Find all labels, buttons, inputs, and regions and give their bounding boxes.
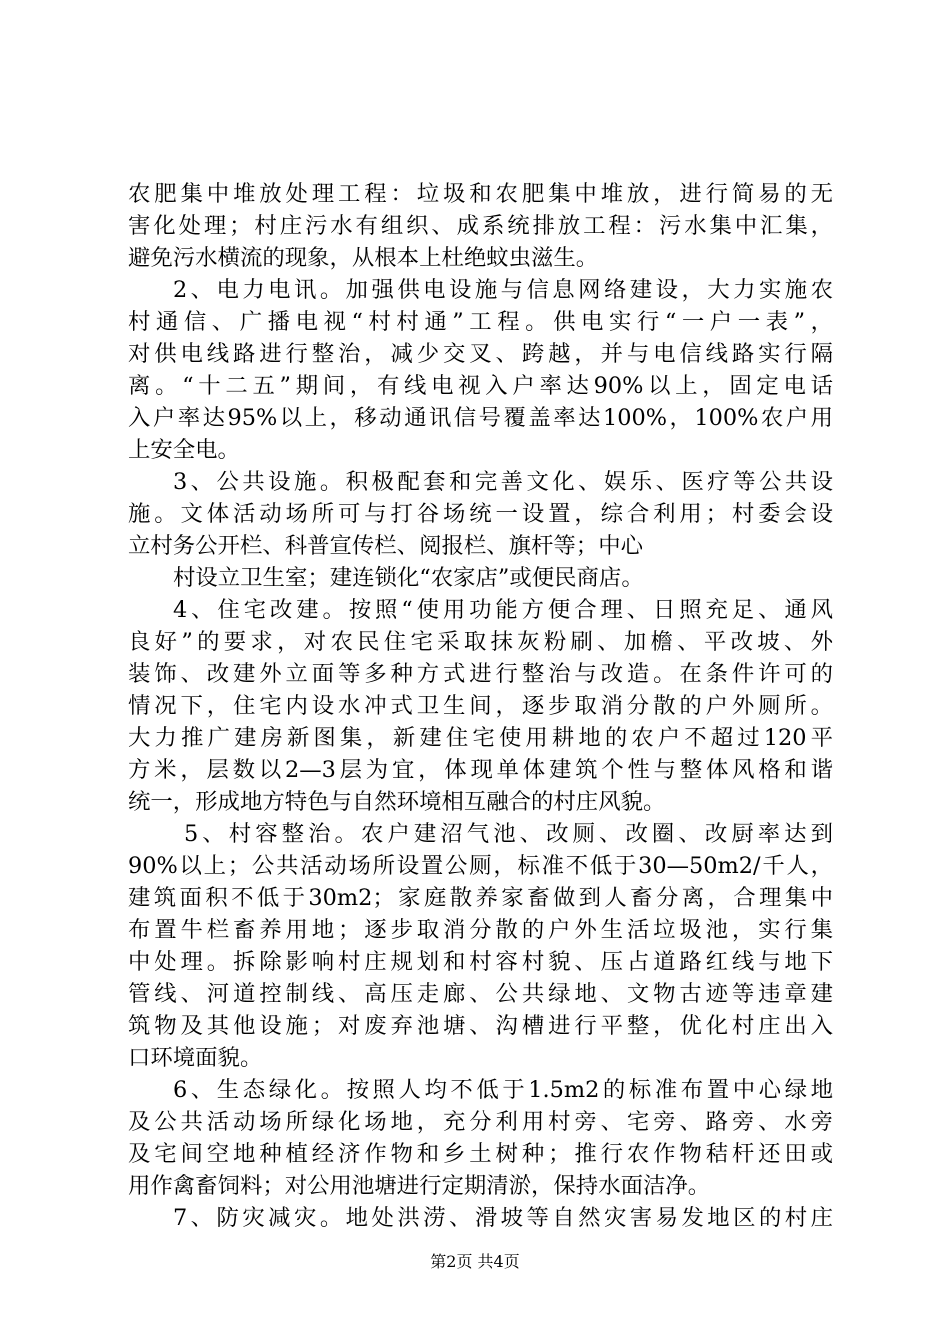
paragraph-start-line: 4、住宅改建。按照“使用功能方便合理、日照充足、通风: [173, 597, 833, 623]
text-line: 农肥集中堆放处理工程：垃圾和农肥集中堆放，进行简易的无: [128, 181, 833, 207]
text-line: 施。文体活动场所可与打谷场统一设置，综合利用；村委会设: [128, 501, 833, 527]
text-line: 建筑面积不低于30m2；家庭散养家畜做到人畜分离，合理集中: [128, 885, 833, 911]
text-line: 避免污水横流的现象，从根本上杜绝蚊虫滋生。: [128, 245, 599, 271]
page-number-footer: 第2页 共4页: [430, 1252, 520, 1271]
text-line: 村设立卫生室；建连锁化“农家店”或便民商店。: [173, 565, 644, 591]
text-line: 对供电线路进行整治，减少交叉、跨越，并与电信线路实行隔: [128, 341, 833, 367]
paragraph-start-line: 2、电力电讯。加强供电设施与信息网络建设，大力实施农: [173, 277, 833, 303]
text-line: 村通信、广播电视“村村通”工程。供电实行“一户一表”，: [128, 309, 833, 335]
text-line: 立村务公开栏、科普宣传栏、阅报栏、旗杆等；中心: [128, 533, 643, 559]
text-line: 统一，形成地方特色与自然环境相互融合的村庄风貌。: [128, 789, 666, 815]
text-line: 及宅间空地种植经济作物和乡土树种；推行农作物秸杆还田或: [128, 1141, 833, 1167]
text-line: 用作禽畜饲料；对公用池塘进行定期清淤，保持水面洁净。: [128, 1173, 711, 1199]
text-line: 装饰、改建外立面等多种方式进行整治与改造。在条件许可的: [128, 661, 833, 687]
text-line: 口环境面貌。: [128, 1045, 263, 1071]
text-line: 布置牛栏畜养用地；逐步取消分散的户外生活垃圾池，实行集: [128, 917, 833, 943]
text-line: 及公共活动场所绿化场地，充分利用村旁、宅旁、路旁、水旁: [128, 1109, 833, 1135]
text-line: 筑物及其他设施；对废弃池塘、沟槽进行平整，优化村庄出入: [128, 1013, 833, 1039]
text-line: 上安全电。: [128, 437, 240, 463]
text-line: 害化处理；村庄污水有组织、成系统排放工程：污水集中汇集，: [128, 213, 833, 239]
paragraph-start-line: 5、村容整治。农户建沼气池、改厕、改圈、改厨率达到: [184, 821, 833, 847]
paragraph-start-line: 7、防灾减灾。地处洪涝、滑坡等自然灾害易发地区的村庄: [173, 1205, 833, 1231]
text-line: 管线、河道控制线、高压走廊、公共绿地、文物古迹等违章建: [128, 981, 833, 1007]
text-line: 大力推广建房新图集，新建住宅使用耕地的农户不超过120平: [128, 725, 833, 751]
text-line: 良好”的要求，对农民住宅采取抹灰粉刷、加檐、平改坡、外: [128, 629, 833, 655]
document-body: [128, 178, 833, 1234]
text-line: 中处理。拆除影响村庄规划和村容村貌、压占道路红线与地下: [128, 949, 833, 975]
text-line: 90%以上；公共活动场所设置公厕，标准不低于30—50m2/千人，: [128, 853, 833, 879]
paragraph-start-line: 3、公共设施。积极配套和完善文化、娱乐、医疗等公共设: [173, 469, 833, 495]
paragraph-start-line: 6、生态绿化。按照人均不低于1.5m2的标准布置中心绿地: [173, 1077, 833, 1103]
text-line: 入户率达95%以上，移动通讯信号覆盖率达100%，100%农户用: [128, 405, 833, 431]
text-line: 情况下，住宅内设水冲式卫生间，逐步取消分散的户外厕所。: [128, 693, 833, 719]
text-line: 方米，层数以2—3层为宜，体现单体建筑个性与整体风格和谐: [128, 757, 833, 783]
text-line: 离。“十二五”期间，有线电视入户率达90%以上，固定电话: [128, 373, 833, 399]
